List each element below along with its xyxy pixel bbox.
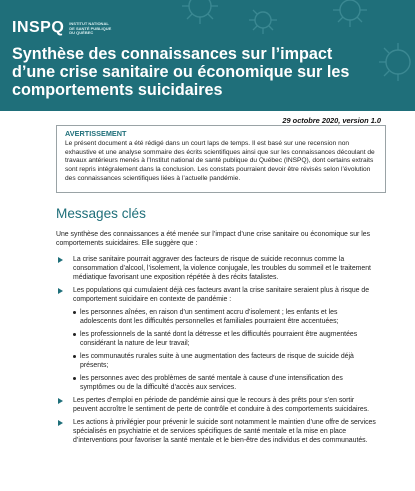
sub-list [73,308,376,392]
section-intro: Une synthèse des connaissances a été menée sur l’impact d’une crise sanitaire ou économique sur les comportements suicidaires. Elle suggère que : [56,231,371,247]
triangle-bullet-icon [58,257,63,263]
list-item [56,255,376,282]
sub-list-item [73,330,376,348]
list-item-text: Les pertes d’emploi en période de pandémie ainsi que le recours à des prêts pour s’en sortir peuvent accroître le sentiment de perte de contrôle et conduire à des comportements suicidaires. [73,397,370,413]
dot-bullet-icon [73,377,76,380]
logo-wordmark: INSPQ [12,19,65,36]
sub-list-item-text: les personnes aînées, en raison d’un sentiment accru d’isolement ; les enfants et les adolescents dont les difficultés personnelles et familiales pourraient être accentuées; [80,309,339,325]
list-item-text: Les populations qui cumulaient déjà ces facteurs avant la crise sanitaire seraient plus à risque de comportement suicidaire en contexte de pandémie : [73,287,370,303]
dot-bullet-icon [73,333,76,336]
inspq-logo [12,20,113,36]
warning-text: Le présent document a été rédigé dans un court laps de temps. Il est basé sur une recension non exhaustive et une analyse sommaire des écrits scientifiques ainsi que sur les connaissances découlant de travaux antérieurs menés à l’Institut national de santé publique du Québec (INSPQ), dont certains extraits sont repris intégralement dans la conclusion. Les constats pourraient devoir être révisés selon l’évolution des connaissances scientifiques liées à l’actuelle pandémie. [65,140,375,182]
dot-bullet-icon [73,311,76,314]
sub-list-item-text: les personnes avec des problèmes de santé mentale à cause d’une intensification des symptômes ou de la difficulté d’accès aux services. [80,375,343,391]
warning-title: AVERTISSEMENT [65,129,127,138]
triangle-bullet-icon [58,398,63,404]
date-version: 29 octobre 2020, version 1.0 [282,116,381,125]
list-item [56,286,376,392]
key-messages-list [56,255,376,449]
sub-list-item [73,352,376,370]
triangle-bullet-icon [58,420,63,426]
logo-tagline: INSTITUT NATIONAL DE SANTÉ PUBLIQUE DU QUÉBEC [69,21,112,36]
sub-list-item-text: les communautés rurales suite à une augmentation des facteurs de risque de suicide déjà présents; [80,353,354,369]
warning-box [56,125,386,193]
document-header [0,0,415,111]
section-title: Messages clés [56,206,146,221]
list-item [56,418,376,445]
document-title: Synthèse des connaissances sur l’impact d’une crise sanitaire ou économique sur les comportements suicidaires [12,45,350,99]
sub-list-item [73,374,376,392]
list-item-text: La crise sanitaire pourrait aggraver des facteurs de risque de suicide reconnus comme la consommation d’alcool, l’isolement, la violence conjugale, les troubles du sommeil et le traitement médiatique favorisant une exposition répétée à des récits fatalistes. [73,256,371,281]
sub-list-item-text: les professionnels de la santé dont la détresse et les difficultés pourraient être augmentées considérant la nature de leur travail; [80,331,358,347]
list-item-text: Les actions à privilégier pour prévenir le suicide sont notamment le maintien d’une offre de services spécialisés en psychiatrie et de services spécifiques de santé mentale et la mise en place d’interventions pour favoriser la santé mentale et le bien-être des individus et des communautés. [73,419,376,444]
sub-list-item [73,308,376,326]
triangle-bullet-icon [58,288,63,294]
list-item [56,396,376,414]
dot-bullet-icon [73,355,76,358]
